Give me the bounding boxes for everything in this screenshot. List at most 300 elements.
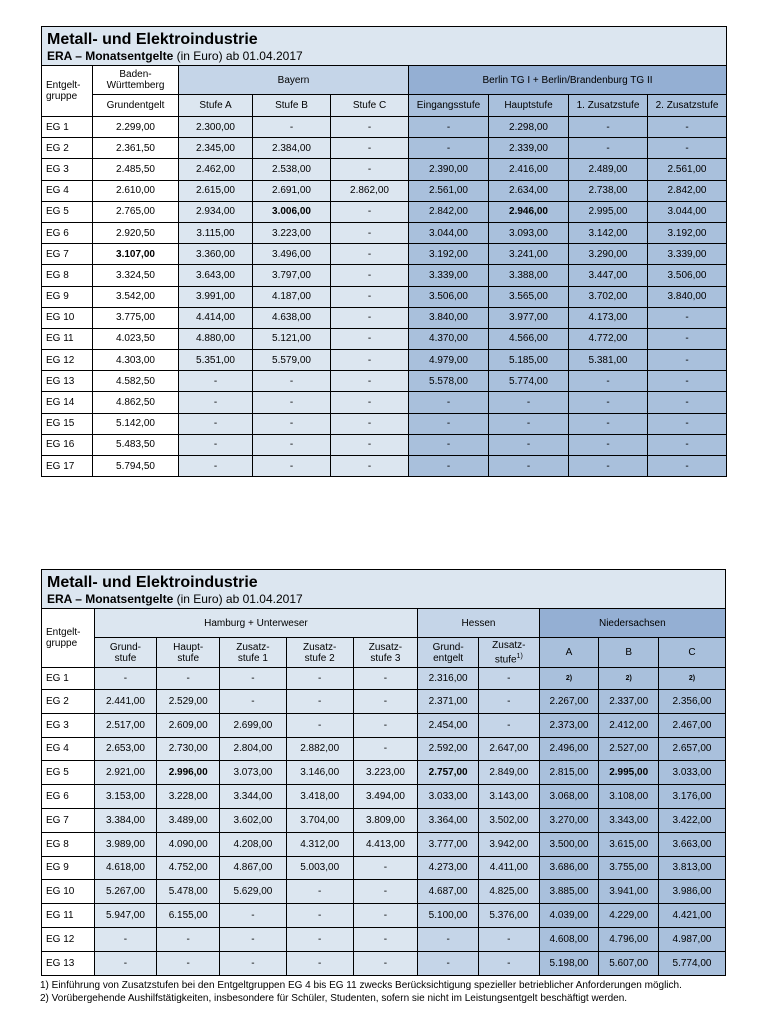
table-row <box>42 413 727 434</box>
table-cell: 3.388,00 <box>489 265 569 286</box>
table-cell: - <box>331 159 409 180</box>
table-cell: 4.173,00 <box>569 307 648 328</box>
table-cell: 3.143,00 <box>478 785 539 809</box>
table-cell: 4.772,00 <box>569 328 648 349</box>
table-cell: 4.229,00 <box>599 904 659 928</box>
subtitle-bold: ERA – Monatsentgelte <box>47 591 174 606</box>
table-cell: - <box>648 350 727 371</box>
table-cell: 5.142,00 <box>93 413 179 434</box>
row-label: EG 12 <box>42 927 95 951</box>
subtitle-bold: ERA – Monatsentgelte <box>47 48 174 63</box>
table-cell: - <box>157 927 220 951</box>
table-cell: - <box>94 951 157 975</box>
table-cell: 5.267,00 <box>94 880 157 904</box>
table-cell: 2.920,50 <box>93 222 179 243</box>
table-cell: 4.023,50 <box>93 328 179 349</box>
table-cell: 2.849,00 <box>478 761 539 785</box>
table-cell: - <box>648 138 727 159</box>
table-cell: 2.538,00 <box>253 159 331 180</box>
table-cell: 2.441,00 <box>94 690 157 714</box>
row-label: EG 11 <box>42 328 93 349</box>
row-label: EG 2 <box>42 138 93 159</box>
column-header-label: Haupt- stufe <box>173 641 204 664</box>
table-cell: - <box>331 413 409 434</box>
table-cell: 5.607,00 <box>599 951 659 975</box>
subtitle-rest: (in Euro) ab 01.04.2017 <box>173 48 303 63</box>
table-cell: 3.777,00 <box>418 832 479 856</box>
table-cell: 4.618,00 <box>94 856 157 880</box>
table-cell: 5.579,00 <box>253 350 331 371</box>
table-cell: 2.517,00 <box>94 713 157 737</box>
table-cell: - <box>418 927 479 951</box>
table-cell: 3.384,00 <box>94 808 157 832</box>
table-cell: - <box>569 117 648 138</box>
table-cell: - <box>286 880 353 904</box>
table-cell: 4.608,00 <box>539 927 599 951</box>
table-cell: - <box>409 413 489 434</box>
footnote-1: 1) Einführung von Zusatzstufen bei den Entgeltgruppen EG 4 bis EG 11 zwecks Berücksichtigung spezieller betrieblicher Anforderungen möglich. <box>40 980 682 991</box>
row-header: Entgelt- gruppe <box>42 609 95 668</box>
table-cell: - <box>94 668 157 690</box>
table-cell: - <box>478 668 539 690</box>
table-cell: 5.629,00 <box>220 880 287 904</box>
table-title: Metall- und Elektroindustrie <box>47 30 258 48</box>
table-cell: - <box>353 856 418 880</box>
table-cell: - <box>157 668 220 690</box>
row-label: EG 5 <box>42 201 93 222</box>
table-cell: - <box>286 668 353 690</box>
table-cell: 2.815,00 <box>539 761 599 785</box>
table-title: Metall- und Elektroindustrie <box>47 573 258 591</box>
table-cell: 2.361,50 <box>93 138 179 159</box>
table-cell: 3.797,00 <box>253 265 331 286</box>
row-label: EG 11 <box>42 904 95 928</box>
table-cell: - <box>418 951 479 975</box>
table-cell: 2.946,00 <box>489 201 569 222</box>
table-cell: - <box>478 927 539 951</box>
table-cell: - <box>489 392 569 413</box>
table-row <box>42 808 726 832</box>
table-row <box>42 328 727 349</box>
table-cell: 2.699,00 <box>220 713 287 737</box>
column-header: 2. Zusatzstufe <box>648 95 727 117</box>
table-cell: - <box>569 138 648 159</box>
table-cell: 4.411,00 <box>478 856 539 880</box>
subtitle-rest: (in Euro) ab 01.04.2017 <box>173 591 303 606</box>
table-cell: - <box>648 328 727 349</box>
table-cell: 3.228,00 <box>157 785 220 809</box>
row-label: EG 10 <box>42 307 93 328</box>
table-cell: 3.068,00 <box>539 785 599 809</box>
table-cell: - <box>331 222 409 243</box>
table-cell: 2.467,00 <box>659 713 726 737</box>
table-cell: 3.977,00 <box>489 307 569 328</box>
table-row <box>42 856 726 880</box>
table-row <box>42 222 727 243</box>
table-cell: 3.093,00 <box>489 222 569 243</box>
column-header <box>539 638 599 668</box>
table-cell: - <box>331 371 409 392</box>
table-cell: 4.880,00 <box>179 328 253 349</box>
table-cell: 3.813,00 <box>659 856 726 880</box>
footnote-marker: 1) <box>516 652 523 660</box>
table-cell: 3.447,00 <box>569 265 648 286</box>
table-cell: 2.921,00 <box>94 761 157 785</box>
table-cell: 4.825,00 <box>478 880 539 904</box>
table-cell: 3.489,00 <box>157 808 220 832</box>
table-cell: 3.033,00 <box>418 785 479 809</box>
table-cell: 4.867,00 <box>220 856 287 880</box>
table-cell: 3.006,00 <box>253 201 331 222</box>
table-row <box>42 456 727 477</box>
table-cell: - <box>286 904 353 928</box>
column-header: Hauptstufe <box>489 95 569 117</box>
table-cell: 3.809,00 <box>353 808 418 832</box>
table-cell: - <box>331 456 409 477</box>
table-cell: 2.496,00 <box>539 737 599 761</box>
table-cell: 3.663,00 <box>659 832 726 856</box>
group-header: Hessen <box>418 609 539 638</box>
table-cell: - <box>648 307 727 328</box>
table-cell: - <box>220 904 287 928</box>
column-header <box>286 638 353 668</box>
table-cell: 3.343,00 <box>599 808 659 832</box>
column-header <box>478 638 539 668</box>
table-cell: - <box>220 951 287 975</box>
table-row <box>42 371 727 392</box>
table-cell: - <box>286 713 353 737</box>
table-cell: - <box>179 456 253 477</box>
table-cell: 2.267,00 <box>539 690 599 714</box>
table-row <box>42 927 726 951</box>
table-cell: 4.979,00 <box>409 350 489 371</box>
column-header-label: B <box>625 647 633 658</box>
row-label: EG 6 <box>42 222 93 243</box>
table-cell: 3.986,00 <box>659 880 726 904</box>
table-cell: 2.561,00 <box>409 180 489 201</box>
table-row <box>42 434 727 455</box>
table-cell: 3.146,00 <box>286 761 353 785</box>
table-cell: - <box>179 434 253 455</box>
row-label: EG 14 <box>42 392 93 413</box>
table-cell: 5.376,00 <box>478 904 539 928</box>
table-cell: 2.842,00 <box>648 180 727 201</box>
column-header-label: Zusatz- stufe <box>492 639 526 666</box>
table-cell: 5.351,00 <box>179 350 253 371</box>
table-cell: 3.422,00 <box>659 808 726 832</box>
table-cell: 4.090,00 <box>157 832 220 856</box>
table-cell: 2.934,00 <box>179 201 253 222</box>
table-cell: - <box>489 434 569 455</box>
table-cell: - <box>478 951 539 975</box>
column-header <box>599 638 659 668</box>
column-header-label: A <box>565 647 573 658</box>
table-cell: - <box>648 434 727 455</box>
table-cell: 2.485,50 <box>93 159 179 180</box>
table-cell: 5.774,00 <box>659 951 726 975</box>
table-cell: 3.494,00 <box>353 785 418 809</box>
table-cell: - <box>286 690 353 714</box>
table-row <box>42 690 726 714</box>
table-cell: 3.044,00 <box>648 201 727 222</box>
footnote-2: 2) Vorübergehende Aushilfstätigkeiten, insbesondere für Schüler, Studenten, sofern sie nicht im Leistungsentgelt beschäftigt werden. <box>40 993 628 1004</box>
table-cell: 2) <box>599 668 659 690</box>
table-cell: 2.316,00 <box>418 668 479 690</box>
table-cell: - <box>353 668 418 690</box>
table-cell: 2.757,00 <box>418 761 479 785</box>
table-cell: 2.995,00 <box>599 761 659 785</box>
table-cell: - <box>353 951 418 975</box>
table-cell: - <box>253 413 331 434</box>
table-cell: 3.241,00 <box>489 244 569 265</box>
table-cell: - <box>94 927 157 951</box>
table-cell: 3.073,00 <box>220 761 287 785</box>
table-cell: - <box>331 286 409 307</box>
table-cell: 2.691,00 <box>253 180 331 201</box>
column-header-label: Zusatz- stufe 1 <box>236 641 270 664</box>
row-header: Entgelt- gruppe <box>42 66 93 117</box>
row-label: EG 13 <box>42 371 93 392</box>
table-cell: - <box>253 456 331 477</box>
table-cell: 4.687,00 <box>418 880 479 904</box>
table-cell: 2.738,00 <box>569 180 648 201</box>
table-cell: - <box>220 668 287 690</box>
table-cell: - <box>353 737 418 761</box>
table-cell: - <box>353 713 418 737</box>
table-cell: 2.345,00 <box>179 138 253 159</box>
table-cell: 6.155,00 <box>157 904 220 928</box>
table-row <box>42 180 727 201</box>
table-cell: 2.339,00 <box>489 138 569 159</box>
table-cell: 4.039,00 <box>539 904 599 928</box>
table-cell: 3.885,00 <box>539 880 599 904</box>
table-cell: 2.454,00 <box>418 713 479 737</box>
table-cell: - <box>331 392 409 413</box>
table-cell: 2.804,00 <box>220 737 287 761</box>
table-cell: 2.609,00 <box>157 713 220 737</box>
table-cell: 2.298,00 <box>489 117 569 138</box>
table-cell: 3.643,00 <box>179 265 253 286</box>
table-cell: 4.421,00 <box>659 904 726 928</box>
table-cell: - <box>409 117 489 138</box>
group-header: Berlin TG I + Berlin/Brandenburg TG II <box>409 66 727 95</box>
table-cell: 3.755,00 <box>599 856 659 880</box>
table-cell: - <box>331 328 409 349</box>
table-cell: 3.324,50 <box>93 265 179 286</box>
table-cell: - <box>286 927 353 951</box>
table-cell: 2.416,00 <box>489 159 569 180</box>
table-cell: - <box>331 117 409 138</box>
table-row <box>42 201 727 222</box>
table-cell: - <box>331 201 409 222</box>
table-cell: 5.478,00 <box>157 880 220 904</box>
table-cell: - <box>179 371 253 392</box>
table-cell: 3.502,00 <box>478 808 539 832</box>
table-cell: 3.989,00 <box>94 832 157 856</box>
table-cell: 2.529,00 <box>157 690 220 714</box>
table-row <box>42 244 727 265</box>
table-row <box>42 951 726 975</box>
group-header: Bayern <box>179 66 409 95</box>
table-cell: 5.198,00 <box>539 951 599 975</box>
table-cell: - <box>409 392 489 413</box>
table-cell: 3.941,00 <box>599 880 659 904</box>
table-cell: 2.390,00 <box>409 159 489 180</box>
table-cell: 2.299,00 <box>93 117 179 138</box>
table-cell: 3.840,00 <box>648 286 727 307</box>
table-cell: - <box>569 371 648 392</box>
table-cell: - <box>331 265 409 286</box>
salary-table-1 <box>41 26 727 477</box>
column-header-label: Grund- stufe <box>109 641 142 664</box>
table-cell: 5.794,50 <box>93 456 179 477</box>
table-cell: 2.842,00 <box>409 201 489 222</box>
table-cell: 4.862,50 <box>93 392 179 413</box>
table-cell: 4.413,00 <box>353 832 418 856</box>
column-header <box>659 638 726 668</box>
table-cell: - <box>478 713 539 737</box>
row-label: EG 3 <box>42 159 93 180</box>
table-cell: 5.947,00 <box>94 904 157 928</box>
table-cell: 3.044,00 <box>409 222 489 243</box>
table-cell: 3.108,00 <box>599 785 659 809</box>
table-cell: 2.527,00 <box>599 737 659 761</box>
table-cell: 2.657,00 <box>659 737 726 761</box>
column-header <box>157 638 220 668</box>
row-label: EG 8 <box>42 265 93 286</box>
table-cell: - <box>648 456 727 477</box>
column-header: Stufe A <box>179 95 253 117</box>
row-label: EG 4 <box>42 180 93 201</box>
table-cell: - <box>478 690 539 714</box>
table-cell: - <box>353 880 418 904</box>
table-cell: 2.653,00 <box>94 737 157 761</box>
table-cell: 3.107,00 <box>93 244 179 265</box>
table-cell: 5.121,00 <box>253 328 331 349</box>
table-cell: - <box>648 413 727 434</box>
salary-table-2 <box>41 569 726 976</box>
table-cell: 3.223,00 <box>353 761 418 785</box>
table-cell: 2) <box>539 668 599 690</box>
table-cell: 3.506,00 <box>648 265 727 286</box>
column-header-label: C <box>688 647 696 658</box>
table-cell: 4.303,00 <box>93 350 179 371</box>
group-header: Hamburg + Unterweser <box>94 609 418 638</box>
row-label: EG 4 <box>42 737 95 761</box>
table-row <box>42 138 727 159</box>
row-label: EG 17 <box>42 456 93 477</box>
table-title-block <box>42 570 726 609</box>
table-cell: 4.987,00 <box>659 927 726 951</box>
table-cell: 5.185,00 <box>489 350 569 371</box>
table-title-block <box>42 27 727 66</box>
column-header-label: Grund- entgelt <box>432 641 464 664</box>
table-cell: 2.412,00 <box>599 713 659 737</box>
table-cell: 3.506,00 <box>409 286 489 307</box>
table-cell: - <box>648 371 727 392</box>
row-label: EG 9 <box>42 856 95 880</box>
table-cell: 2.995,00 <box>569 201 648 222</box>
row-label: EG 7 <box>42 808 95 832</box>
table-row <box>42 392 727 413</box>
table-cell: 3.775,00 <box>93 307 179 328</box>
group-header: Baden- Württemberg <box>93 66 179 95</box>
table-cell: - <box>409 138 489 159</box>
table-cell: 2.615,00 <box>179 180 253 201</box>
table-cell: 4.273,00 <box>418 856 479 880</box>
table-cell: 3.360,00 <box>179 244 253 265</box>
row-label: EG 13 <box>42 951 95 975</box>
table-cell: 2.882,00 <box>286 737 353 761</box>
table-cell: 3.223,00 <box>253 222 331 243</box>
table-cell: 5.483,50 <box>93 434 179 455</box>
table-cell: 5.100,00 <box>418 904 479 928</box>
table-cell: 3.615,00 <box>599 832 659 856</box>
table-cell: 5.578,00 <box>409 371 489 392</box>
table-cell: - <box>409 434 489 455</box>
table-row <box>42 832 726 856</box>
table-row <box>42 668 726 690</box>
table-row <box>42 307 727 328</box>
table-row <box>42 350 727 371</box>
table-cell: 3.270,00 <box>539 808 599 832</box>
table-cell: 4.752,00 <box>157 856 220 880</box>
table-cell: 2.996,00 <box>157 761 220 785</box>
table-cell: 3.565,00 <box>489 286 569 307</box>
row-label: EG 6 <box>42 785 95 809</box>
table-subtitle <box>47 592 721 606</box>
table-cell: 3.033,00 <box>659 761 726 785</box>
table-cell: - <box>253 434 331 455</box>
group-header: Niedersachsen <box>539 609 725 638</box>
column-header-label: Zusatz- stufe 2 <box>303 641 337 664</box>
column-header <box>94 638 157 668</box>
row-label: EG 1 <box>42 117 93 138</box>
table-cell: - <box>220 690 287 714</box>
table-subtitle <box>47 49 722 63</box>
table-row <box>42 713 726 737</box>
table-cell: 2.300,00 <box>179 117 253 138</box>
table-cell: 3.686,00 <box>539 856 599 880</box>
table-cell: 3.702,00 <box>569 286 648 307</box>
table-cell: 3.991,00 <box>179 286 253 307</box>
table-cell: - <box>179 413 253 434</box>
table-cell: - <box>353 904 418 928</box>
footnotes <box>40 979 760 1005</box>
row-label: EG 7 <box>42 244 93 265</box>
table-cell: 3.339,00 <box>648 244 727 265</box>
table-cell: 4.582,50 <box>93 371 179 392</box>
table-cell: - <box>353 927 418 951</box>
table-cell: - <box>569 413 648 434</box>
table-cell: - <box>331 244 409 265</box>
table-cell: - <box>253 392 331 413</box>
table-cell: 2.634,00 <box>489 180 569 201</box>
row-label: EG 12 <box>42 350 93 371</box>
table-cell: 3.602,00 <box>220 808 287 832</box>
table-cell: 2.489,00 <box>569 159 648 180</box>
table-row <box>42 785 726 809</box>
table-cell: 3.500,00 <box>539 832 599 856</box>
table-cell: 3.153,00 <box>94 785 157 809</box>
table-cell: 3.142,00 <box>569 222 648 243</box>
table-cell: - <box>489 456 569 477</box>
table-cell: - <box>353 690 418 714</box>
table-cell: 5.774,00 <box>489 371 569 392</box>
column-header <box>220 638 287 668</box>
column-header: Stufe B <box>253 95 331 117</box>
table-cell: - <box>331 138 409 159</box>
